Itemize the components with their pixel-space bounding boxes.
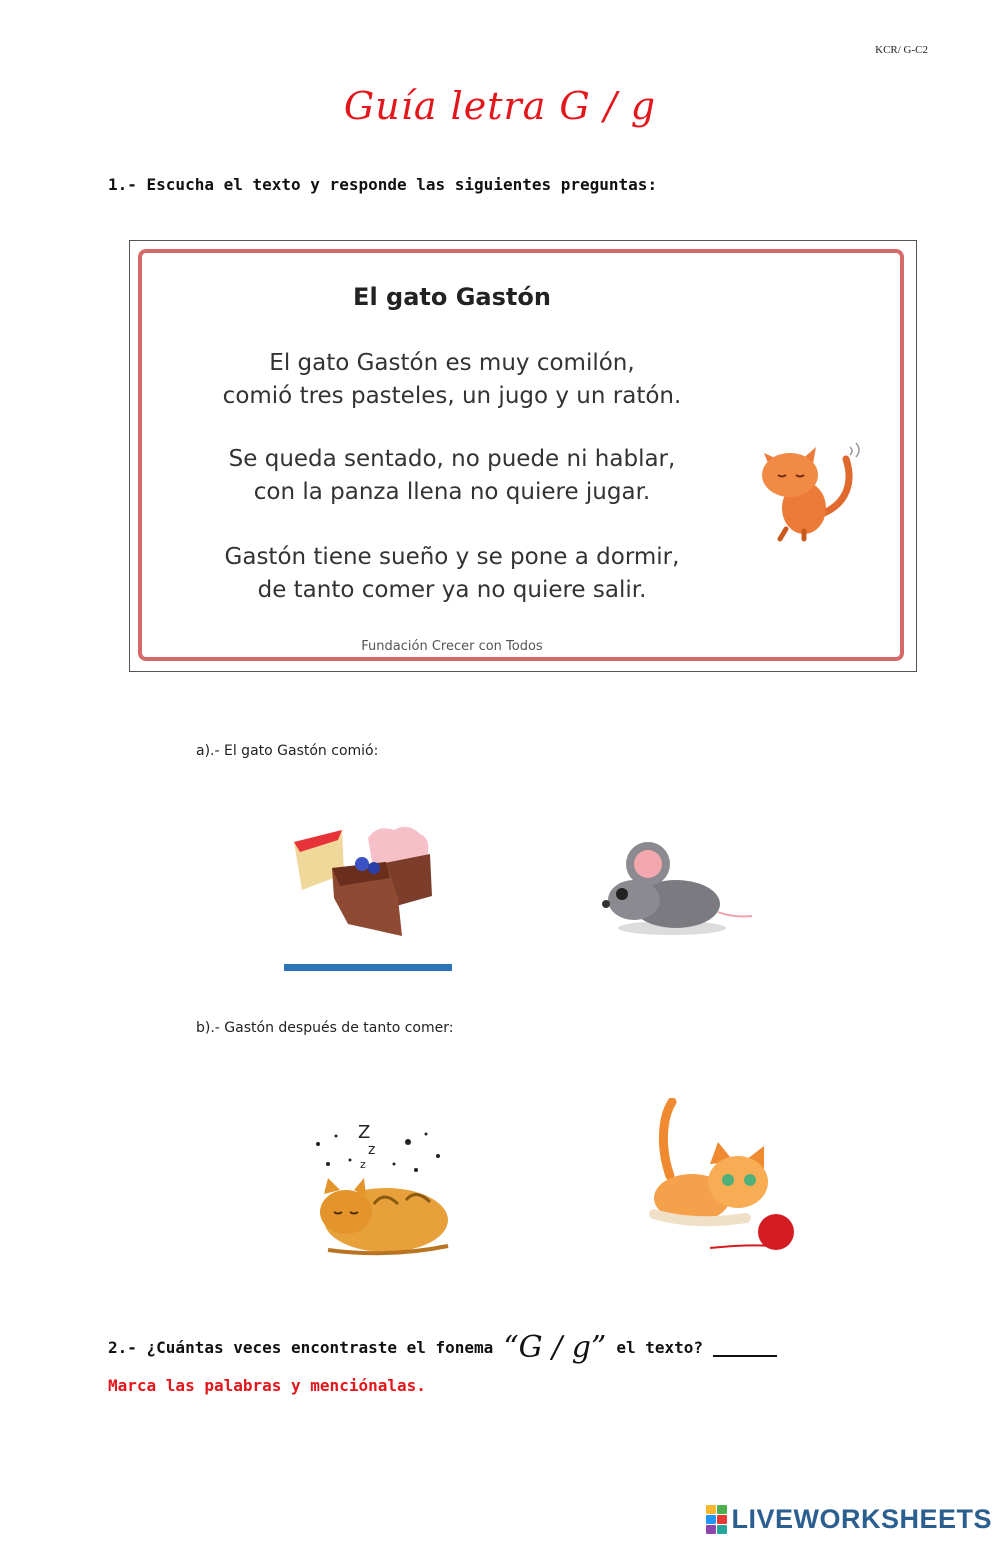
poem-stanza (142, 541, 762, 607)
question-2 (108, 1330, 777, 1365)
logo-text: LIVEWORKSHEETS (731, 1504, 992, 1534)
question-2-prefix: 2.- ¿Cuántas veces encontraste el fonema (108, 1338, 494, 1357)
document-code: KCR/ G-C2 (875, 44, 928, 56)
svg-text:Z: Z (358, 1122, 371, 1143)
poem-line: El gato Gastón es muy comilón, (269, 350, 635, 376)
question-1: 1.- Escucha el texto y responde las siguientes preguntas: (108, 175, 658, 194)
answer-blank[interactable] (713, 1339, 777, 1357)
poem-card (129, 240, 917, 672)
page-title: Guía letra G / g (343, 84, 657, 128)
playing-cat-icon[interactable] (640, 1098, 808, 1260)
svg-text:z: z (368, 1142, 376, 1158)
poem-line: comió tres pasteles, un jugo y un ratón. (222, 383, 682, 409)
sleeping-cat-icon[interactable] (288, 1108, 468, 1264)
question-a: a).- El gato Gastón comió: (196, 743, 379, 759)
poem-title: El gato Gastón (353, 283, 551, 311)
poem-line: Se queda sentado, no puede ni hablar, (228, 446, 676, 472)
poem-stanza (142, 347, 762, 413)
svg-text:z: z (360, 1158, 366, 1171)
poem-credit: Fundación Crecer con Todos (361, 639, 543, 654)
logo-blocks-icon (706, 1505, 727, 1534)
phoneme-letters: “G / g” (503, 1330, 607, 1365)
poem-frame (138, 249, 904, 661)
liveworksheets-logo (706, 1504, 992, 1535)
mouse-icon[interactable] (598, 842, 754, 940)
poem-stanza (142, 443, 762, 509)
sitting-cat-icon (746, 433, 866, 543)
question-2-suffix: el texto? (616, 1338, 704, 1357)
poem-line: Gastón tiene sueño y se pone a dormir, (224, 544, 680, 570)
poem-line: con la panza llena no quiere jugar. (253, 479, 651, 505)
poem-line: de tanto comer ya no quiere salir. (257, 577, 647, 603)
question-b: b).- Gastón después de tanto comer: (196, 1020, 454, 1036)
instruction-text: Marca las palabras y menciónalas. (108, 1376, 426, 1395)
cake-icon[interactable] (282, 818, 454, 974)
